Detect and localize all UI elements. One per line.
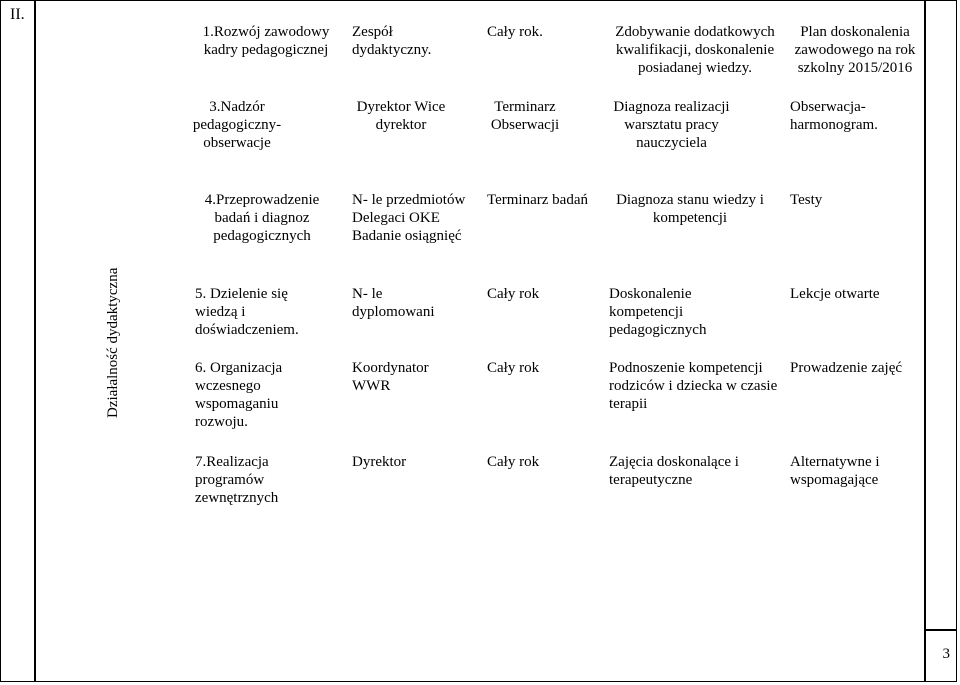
timeline-cell: Cały rok (487, 286, 540, 302)
timeline-cell: Terminarz badań (487, 192, 588, 208)
row-divider (924, 629, 957, 631)
responsible-cell: Koordynator WWR (352, 360, 429, 394)
result-cell: Prowadzenie zajęć (790, 360, 903, 376)
task-cell: 4.Przeprowadzenie badań i diagnoz pedagogicznych (204, 192, 320, 244)
responsible-cell: Dyrektor Wice dyrektor (356, 99, 446, 133)
result-cell: Obserwacja-harmonogram. (790, 99, 878, 133)
task-cell: 5. Dzielenie się wiedzą i doświadczeniem. (195, 286, 299, 338)
task-cell: 6. Organizacja wczesnego wspomaganiu rozwoju. (195, 360, 283, 430)
timeline-cell: Cały rok (487, 360, 540, 376)
section-number: II. (10, 6, 25, 23)
method-cell: Diagnoza realizacji warsztatu pracy nauczyciela (613, 99, 730, 151)
timeline-cell: Cały rok. (487, 24, 543, 40)
task-cell: 1.Rozwój zawodowy kadry pedagogicznej (202, 24, 330, 58)
responsible-cell: N- le przedmiotów Delegaci OKE Badanie osiągnięć (352, 192, 466, 244)
method-cell: Zajęcia doskonalące i terapeutyczne (609, 454, 739, 488)
task-cell: 3.Nadzór pedagogiczny-obserwacje (192, 99, 282, 151)
method-cell: Zdobywanie dodatkowych kwalifikacji, doskonalenie posiadanej wiedzy. (615, 24, 775, 76)
timeline-cell: Terminarz Obserwacji (490, 99, 560, 133)
result-cell: Testy (790, 192, 823, 208)
result-cell: Alternatywne i wspomagające (790, 454, 880, 488)
result-cell: Plan doskonalenia zawodowego na rok szkolny 2015/2016 (794, 24, 916, 76)
side-label: Działalność dydaktyczna (105, 267, 121, 419)
method-cell: Podnoszenie kompetencji rodziców i dziecka w czasie terapii (609, 360, 778, 412)
responsible-cell: Dyrektor (352, 454, 407, 470)
column-divider (34, 0, 36, 682)
column-divider (924, 0, 926, 682)
result-cell: Lekcje otwarte (790, 286, 880, 302)
method-cell: Doskonalenie kompetencji pedagogicznych (609, 286, 707, 338)
task-cell: 7.Realizacja programów zewnętrznych (195, 454, 279, 506)
responsible-cell: Zespół dydaktyczny. (352, 24, 432, 58)
method-cell: Diagnoza stanu wiedzy i kompetencji (616, 192, 764, 226)
responsible-cell: N- le dyplomowani (352, 286, 435, 320)
timeline-cell: Cały rok (487, 454, 540, 470)
page-number: 3 (942, 646, 950, 662)
